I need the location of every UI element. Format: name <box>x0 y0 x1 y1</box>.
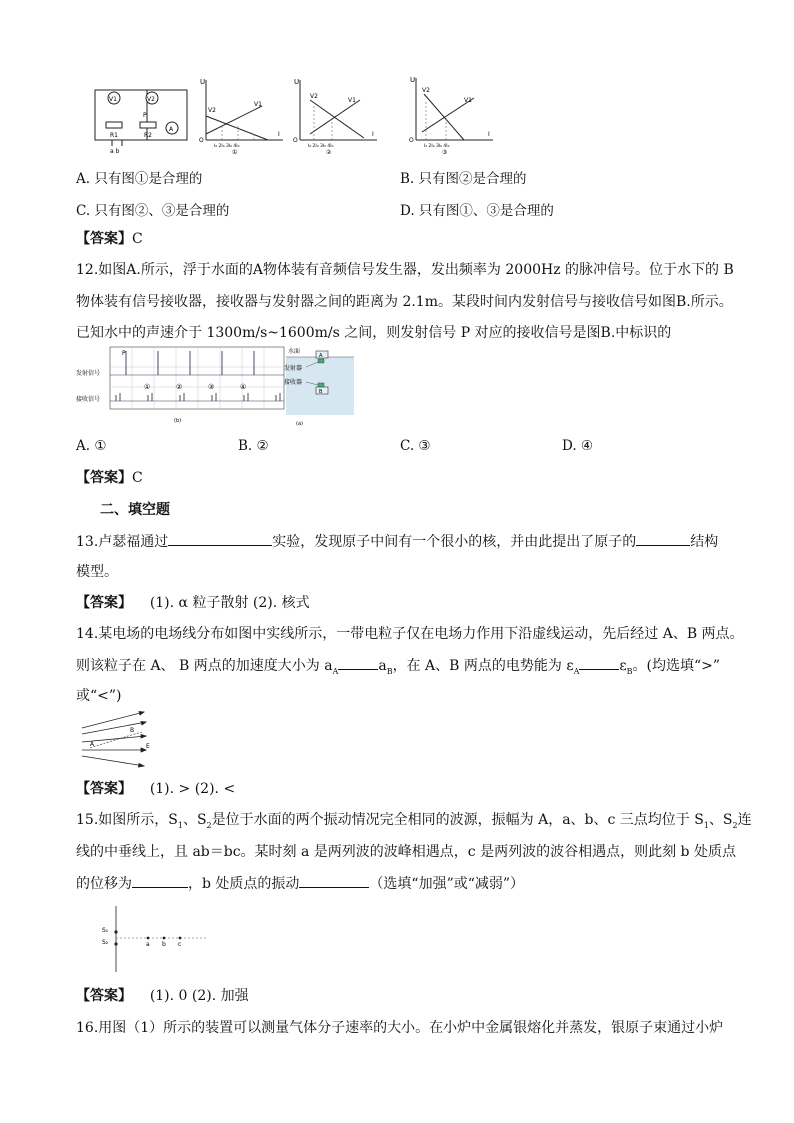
q14-blank-2[interactable] <box>579 655 619 670</box>
field-e: E <box>146 743 150 750</box>
box-a-label: A <box>319 353 323 359</box>
q14-text-b: a <box>378 658 387 674</box>
q13-text-2: 实验，发现原子中间有一个很小的核，并由此提出了原子的 <box>272 534 637 550</box>
graph-num: ① <box>232 149 238 154</box>
sub-2b: 2 <box>732 820 738 830</box>
q11-graph-2 <box>292 76 382 154</box>
q15-blank-1[interactable] <box>132 873 188 888</box>
axis-o: O <box>409 137 414 144</box>
point-c: c <box>178 941 182 948</box>
q15-blank-2[interactable] <box>299 873 369 888</box>
circuit-r1-label: R1 <box>110 132 118 139</box>
sub-b: B <box>386 666 393 676</box>
q14-line-2 <box>76 655 720 682</box>
q15-line-2: 线的中垂线上，且 ab＝bc。某时刻 a 是两列波的波峰相遇点，c 是两列波的波谷相遇点，则此刻 b 处质点 <box>76 844 736 860</box>
q15-text-3a: 的位移为 <box>76 876 132 892</box>
circuit-ab-label: a b <box>110 148 120 155</box>
q15-text-a: 15.如图所示，S <box>76 812 178 828</box>
section-heading: 二、填空题 <box>100 502 170 518</box>
q12-line-1: 12.如图A.所示，浮于水面的A物体装有音频信号发生器，发出频率为 2000Hz 的脉冲信号。位于水下的 B <box>76 262 734 278</box>
q13-text-1: 13.卢瑟福通过 <box>76 534 169 550</box>
q11-option-d: D. 只有图①、③是合理的 <box>400 203 554 219</box>
sub-2: 2 <box>206 820 212 830</box>
q14-line-3: 或“<”) <box>76 688 122 704</box>
q12-line-2: 物体装有信号接收器，接收器与发射器之间的距离为 2.1m。某段时间内发射信号与接收信号如图B.所示。 <box>76 294 733 310</box>
q12-setup-figure-a <box>284 343 356 427</box>
emit-label: 发射信号 <box>76 370 101 377</box>
axis-ticks: I₀ 2I₀ 3I₀ 4I₀ <box>424 144 450 149</box>
q12-answer <box>76 468 143 488</box>
q11-option-a: A. 只有图①是合理的 <box>76 171 203 187</box>
axis-u: U <box>294 78 300 86</box>
p-label: P <box>122 350 126 357</box>
answer-label: 【答案】 <box>76 470 132 486</box>
q15-text-3b: ，b 处质点的振动 <box>188 876 300 892</box>
answer-value: C <box>132 231 143 247</box>
q12-signal-figure-b <box>76 345 286 425</box>
emitter-label: 发射器 <box>284 365 303 372</box>
point-a: a <box>146 941 150 948</box>
answer-value: (1). > (2). < <box>149 781 236 797</box>
answer-label: 【答案】 <box>76 231 132 247</box>
axis-u: U <box>410 76 416 84</box>
receiver-label: 接收器 <box>284 379 303 386</box>
q13-line-2: 模型。 <box>76 564 118 580</box>
axis-ticks: I₀ 2I₀ 3I₀ 4I₀ <box>214 144 240 149</box>
mark-1: ① <box>144 383 151 391</box>
q11-graph-3 <box>408 74 498 154</box>
axis-o: O <box>199 137 204 144</box>
axis-ticks: I₀ 2I₀ 3I₀ 4I₀ <box>308 144 334 149</box>
mark-4: ④ <box>240 383 247 391</box>
answer-value: (1). α 粒子散射 (2). 核式 <box>149 595 310 611</box>
q12-option-d: D. ④ <box>562 438 594 454</box>
line-v1: V1 <box>464 97 472 104</box>
axis-o: O <box>293 137 298 144</box>
axis-u: U <box>200 78 206 86</box>
caption-b: (b) <box>174 418 182 424</box>
source-s2: S₂ <box>102 939 109 946</box>
q15-line-3 <box>76 873 524 894</box>
source-s1: S₁ <box>102 927 109 934</box>
box-b-label: B <box>319 389 323 395</box>
mark-2: ② <box>176 383 183 391</box>
q14-text-c: ，在 A、B 两点的电势能为 ε <box>392 658 574 674</box>
q11-option-b: B. 只有图②是合理的 <box>400 171 527 187</box>
q12-line-3: 已知水中的声速介于 1300m/s~1600m/s 之间，则发射信号 P 对应的接收信号是图B.中标识的 <box>76 325 672 341</box>
point-b: b <box>162 941 166 948</box>
line-v2: V2 <box>422 87 430 94</box>
axis-i: I <box>372 131 374 138</box>
q15-text-b: 、S <box>182 812 207 828</box>
q12-option-c: C. ③ <box>400 438 431 454</box>
line-v1: V1 <box>254 101 262 108</box>
q12-option-b: B. ② <box>238 438 269 454</box>
answer-value: C <box>132 470 143 486</box>
circuit-v1-label: V1 <box>109 96 117 103</box>
q14-field-figure <box>80 708 160 770</box>
q14-text-a: 则该粒子在 A、 B 两点的加速度大小为 a <box>76 658 333 674</box>
line-v2: V2 <box>310 93 318 100</box>
answer-label: 【答案】 <box>76 595 132 611</box>
answer-value: (1). 0 (2). 加强 <box>149 988 249 1004</box>
q11-graph-1 <box>198 76 288 154</box>
graph-num: ② <box>326 149 332 154</box>
q13-line-1 <box>76 531 718 552</box>
sub-1b: 1 <box>703 820 709 830</box>
point-a: A <box>90 741 95 748</box>
mark-3: ③ <box>208 383 215 391</box>
q13-blank-1[interactable] <box>168 531 272 546</box>
q12-option-a: A. ① <box>76 438 107 454</box>
q14-text-d: ε <box>619 658 627 674</box>
q15-text-d: 、S <box>708 812 733 828</box>
q15-text-c: 是位于水面的两个振动情况完全相同的波源，振幅为 A，a、b、c 三点均位于 S <box>211 812 704 828</box>
circuit-v2-label: V2 <box>147 96 155 103</box>
sub-a: A <box>332 666 339 676</box>
q15-text-3c: （选填“加强”或“减弱”） <box>369 876 525 892</box>
q13-blank-2[interactable] <box>636 531 690 546</box>
point-b: B <box>130 727 135 734</box>
q15-answer <box>76 986 249 1006</box>
q11-circuit-figure <box>92 80 192 155</box>
q14-line-1: 14.某电场的电场线分布如图中实线所示，一带电粒子仅在电场力作用下沿虚线运动，先后经过 A、B 两点。 <box>76 626 744 642</box>
sub-a2: A <box>573 666 580 676</box>
q14-blank-1[interactable] <box>338 655 378 670</box>
axis-i: I <box>278 131 280 138</box>
circuit-a-label: A <box>169 126 174 133</box>
water-label: 水面 <box>288 348 301 355</box>
q15-text-e: 连 <box>737 812 752 828</box>
q15-line-1 <box>76 810 752 836</box>
recv-label: 接收信号 <box>76 396 101 403</box>
line-v2: V2 <box>208 107 216 114</box>
graph-num: ③ <box>442 149 448 154</box>
q14-text-e: 。(均选填“>” <box>632 658 721 674</box>
caption-a: (a) <box>296 421 303 427</box>
q11-answer <box>76 229 143 249</box>
sub-1: 1 <box>177 820 183 830</box>
line-v1: V1 <box>348 97 356 104</box>
axis-i: I <box>488 131 490 138</box>
answer-label: 【答案】 <box>76 988 132 1004</box>
q13-answer <box>76 593 310 613</box>
sub-b2: B <box>626 666 633 676</box>
q15-wave-source-figure <box>100 902 210 974</box>
q16-line-1: 16.用图（1）所示的装置可以测量气体分子速率的大小。在小炉中金属银熔化并蒸发，银原子束通过小炉 <box>76 1020 724 1036</box>
answer-label: 【答案】 <box>76 781 132 797</box>
q13-text-3: 结构 <box>690 534 719 550</box>
circuit-r2-label: R2 <box>144 132 152 139</box>
q14-answer <box>76 779 235 799</box>
q11-option-c: C. 只有图②、③是合理的 <box>76 203 230 219</box>
circuit-p-label: P <box>143 112 147 119</box>
